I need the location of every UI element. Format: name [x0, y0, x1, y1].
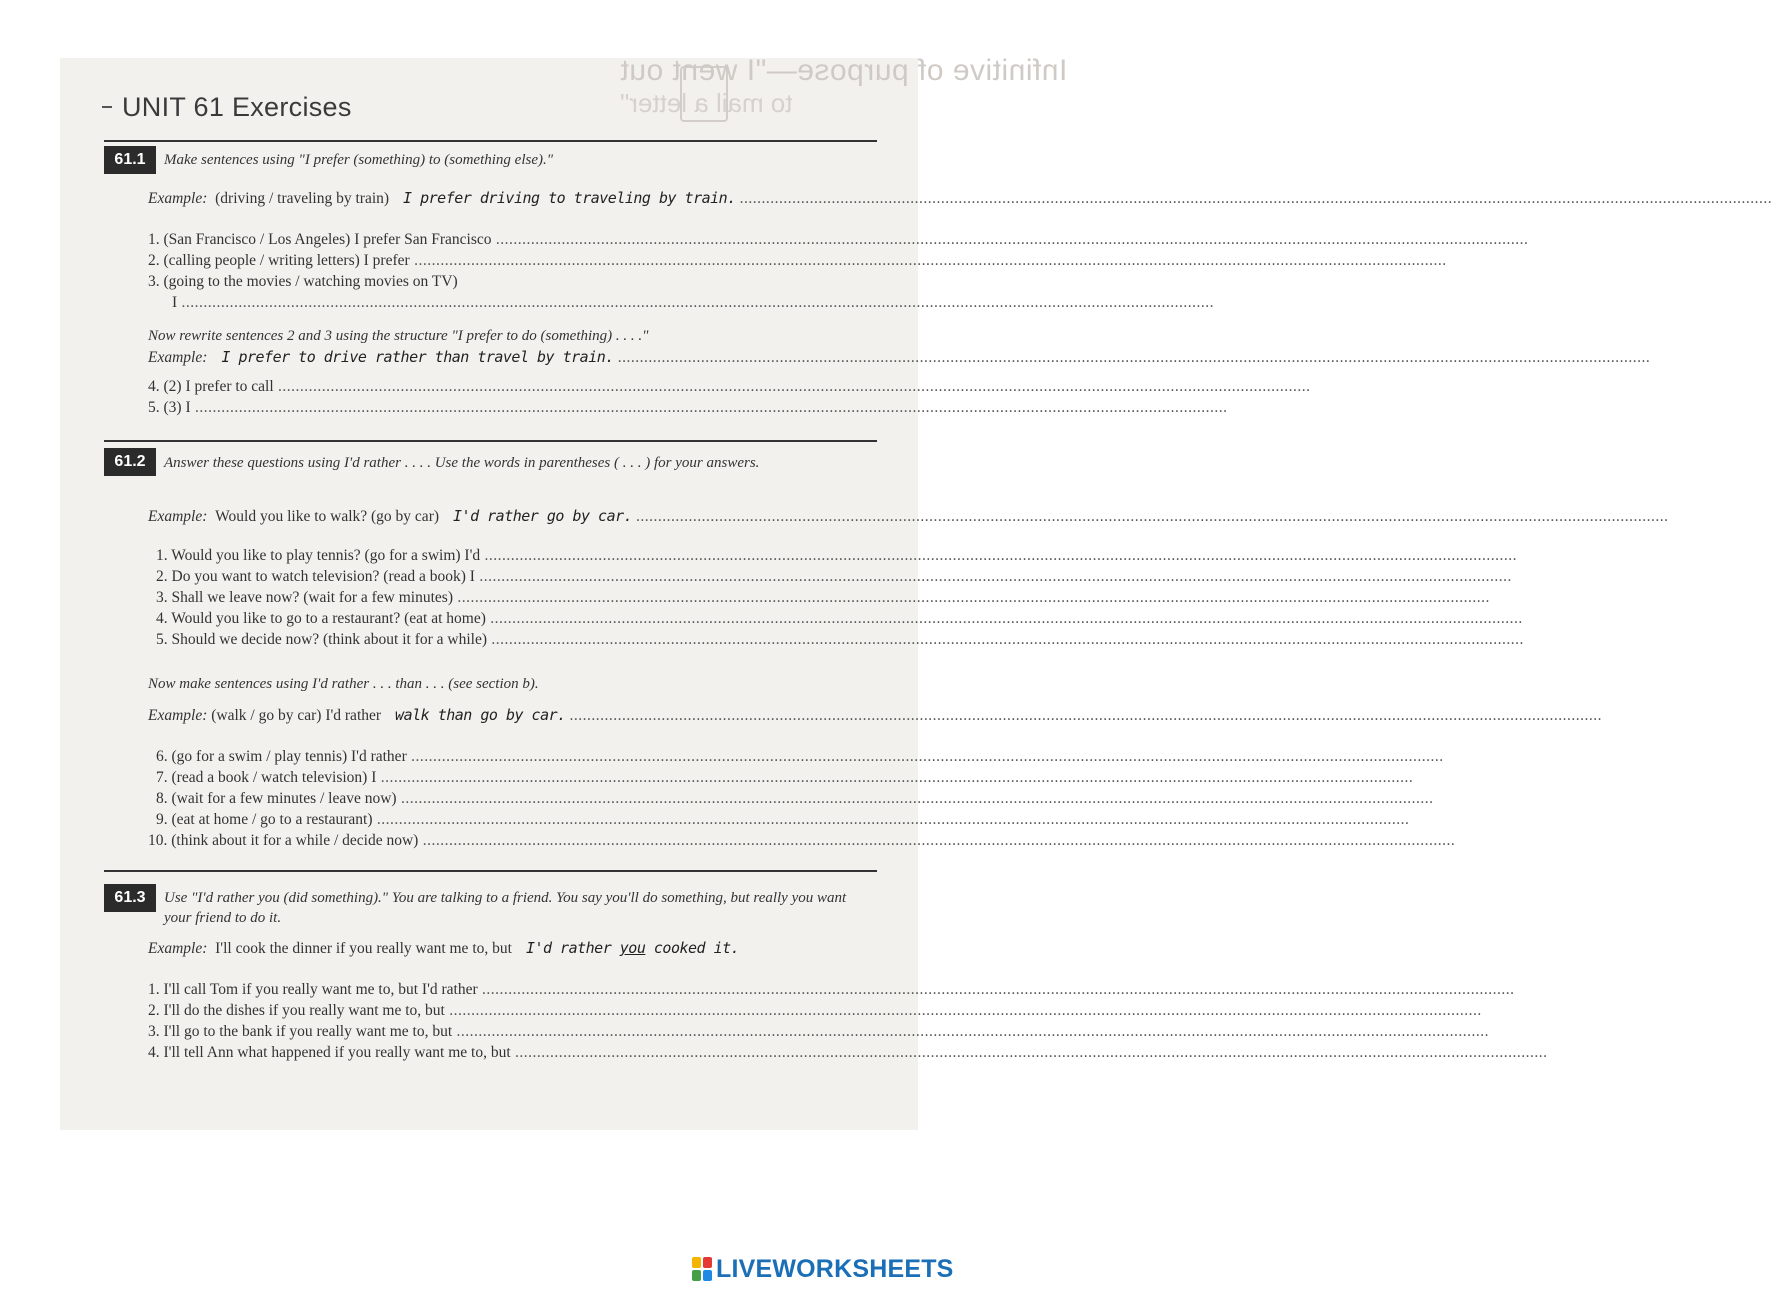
title-dash — [102, 106, 112, 108]
example-61-3: Example: I'll cook the dinner if you really want me to, but I'd rather you cooked it. — [148, 939, 740, 957]
section-rule-61-3 — [104, 870, 877, 872]
handwritten-answer: walk than go by car. — [395, 706, 566, 724]
prompt-61-1-3: 3. (going to the movies / watching movies on TV) — [148, 273, 458, 290]
answer-line-61-1-5[interactable]: 5. (3) I ..... — [148, 398, 878, 418]
answer-line-61-2-10[interactable]: 10. (think about it for a while / decide now) ..... — [148, 831, 878, 851]
worksheet-page — [60, 54, 1068, 1130]
badge-61-1: 61.1 — [104, 146, 156, 174]
instruction2-61-2: Now make sentences using I'd rather . . . than . . . (see section b). — [148, 676, 539, 692]
answer-line-61-2-7[interactable]: 7. (read a book / watch television) I ..... — [156, 768, 878, 788]
unit-title: UNIT 61 Exercises — [122, 92, 352, 122]
instruction-61-1: Make sentences using "I prefer (something) to (something else)." — [164, 152, 554, 168]
answer-line-61-1-1[interactable]: 1. (San Francisco / Los Angeles) I prefer San Francisco ..... — [148, 230, 878, 250]
answer-line-61-1-2[interactable]: 2. (calling people / writing letters) I prefer ..... — [148, 251, 878, 271]
answer-line-61-1-4[interactable]: 4. (2) I prefer to call ..... — [148, 377, 878, 397]
brand-name: LIVEWORKSHEETS — [716, 1254, 954, 1283]
section-rule-61-1 — [104, 140, 877, 142]
answer-line-61-2-1[interactable]: 1. Would you like to play tennis? (go for a swim) I'd ..... — [156, 546, 878, 566]
answer-line-61-3-2[interactable]: 2. I'll do the dishes if you really want me to, but ..... — [148, 1001, 878, 1021]
liveworksheets-logo-icon — [692, 1257, 712, 1281]
instruction-61-3: Use "I'd rather you (did something)." You are talking to a friend. You say you'll do something, but really you want your friend to do it. — [164, 890, 847, 926]
handwritten-answer: I'd rather you cooked it. — [525, 939, 740, 957]
answer-line-61-2-5[interactable]: 5. Should we decide now? (think about it for a while) ..... — [156, 630, 878, 650]
bleed-through-text-2: to mail a letter" — [620, 88, 793, 118]
liveworksheets-logo[interactable] — [692, 1254, 954, 1284]
handwritten-answer: I prefer to drive rather than travel by train. — [221, 348, 614, 366]
handwritten-answer: I'd rather go by car. — [453, 507, 633, 525]
handwritten-answer: I prefer driving to traveling by train. — [403, 189, 736, 207]
badge-61-3: 61.3 — [104, 884, 156, 912]
answer-line-61-3-3[interactable]: 3. I'll go to the bank if you really want me to, but ..... — [148, 1022, 878, 1042]
answer-line-61-2-6[interactable]: 6. (go for a swim / play tennis) I'd rather ..... — [156, 747, 878, 767]
section-rule-61-2 — [104, 440, 877, 442]
instruction-61-2: Answer these questions using I'd rather . . . . Use the words in parentheses ( . . . ) for your answers. — [164, 455, 760, 471]
answer-line-61-2-8[interactable]: 8. (wait for a few minutes / leave now) ..... — [156, 789, 878, 809]
badge-61-2: 61.2 — [104, 448, 156, 476]
example2-61-1: Example: I prefer to drive rather than travel by train. ..... — [148, 347, 878, 368]
answer-line-61-2-3[interactable]: 3. Shall we leave now? (wait for a few minutes) ..... — [156, 588, 878, 608]
answer-line-61-2-9[interactable]: 9. (eat at home / go to a restaurant) ..... — [156, 810, 878, 830]
instruction2-61-1: Now rewrite sentences 2 and 3 using the structure "I prefer to do (something) . . . ." — [148, 328, 649, 344]
answer-line-61-2-4[interactable]: 4. Would you like to go to a restaurant? (eat at home) ..... — [156, 609, 878, 629]
answer-line-61-3-4[interactable]: 4. I'll tell Ann what happened if you really want me to, but ..... — [148, 1043, 878, 1063]
example-61-1: Example: (driving / traveling by train) I prefer driving to traveling by train. ..... — [148, 188, 878, 209]
bleed-through-text: Infinitive of purpose—"I went out — [620, 54, 1068, 87]
answer-line-61-2-2[interactable]: 2. Do you want to watch television? (read a book) I ..... — [156, 567, 878, 587]
example-61-2: Example: Would you like to walk? (go by car) I'd rather go by car. ..... — [148, 506, 878, 527]
answer-line-61-1-3[interactable]: I ..... — [172, 293, 878, 313]
example2-61-2: Example: (walk / go by car) I'd rather walk than go by car. ..... — [148, 705, 878, 726]
answer-line-61-3-1[interactable]: 1. I'll call Tom if you really want me to, but I'd rather ..... — [148, 980, 878, 1000]
